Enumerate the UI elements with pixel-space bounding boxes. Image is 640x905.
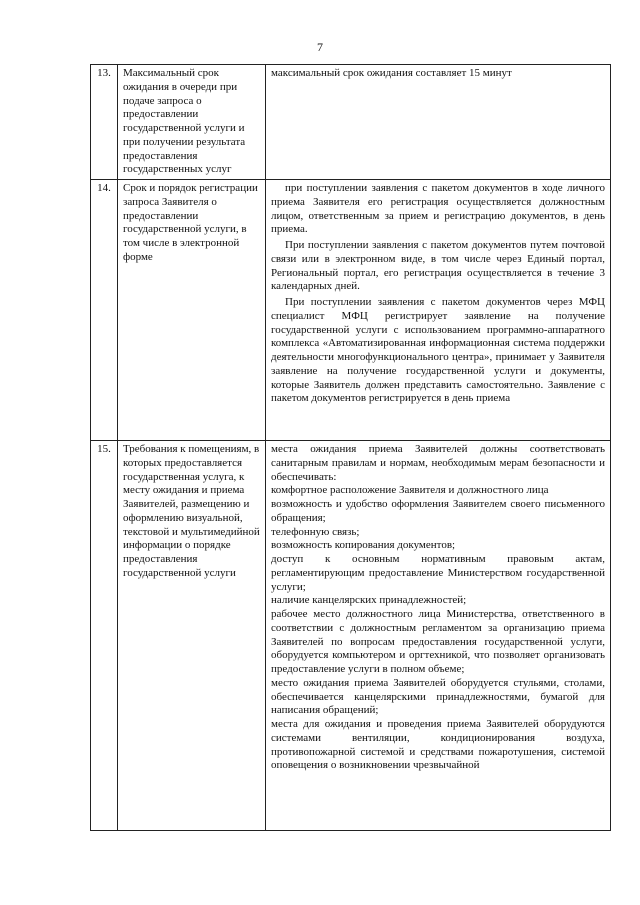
table-row	[91, 441, 611, 831]
regulation-table	[90, 64, 611, 831]
row-content	[266, 65, 611, 180]
content-paragraph: места для ожидания и проведения приема Заявителей оборудуются системами вентиляции, кондиционирования воздуха, противопожарной системой и средствами пожаротушения, системой оповещения о возникновении чрезвычайной	[271, 718, 605, 772]
page-number: 7	[317, 40, 323, 54]
row-content	[266, 180, 611, 441]
row-title: Максимальный срок ожидания в очереди при подаче запроса о предоставлении государственной услуги и при получении результата предоставления государственных услуг	[118, 65, 266, 180]
content-paragraph: наличие канцелярских принадлежностей;	[271, 594, 467, 607]
content-paragraph: место ожидания приема Заявителей оборудуется стульями, столами, обеспечивается канцелярскими принадлежностями, бумагой для написания обращений;	[271, 676, 605, 717]
content-paragraph: доступ к основным нормативным правовым актам, регламентирующим предоставление Министерством государственной услуги;	[271, 553, 605, 593]
row-title: Срок и порядок регистрации запроса Заявителя о предоставлении государственной услуги, в том числе в электронной форме	[118, 180, 266, 441]
row-title: Требования к помещениям, в которых предоставляется государственная услуга, к месту ожидания и приема Заявителей, размещению и оформлению визуальной, текстовой и мультимедийной информации о порядке предоставления государственной услуги	[118, 441, 266, 831]
row-content	[266, 441, 611, 831]
content-paragraph: рабочее место должностного лица Министерства, ответственного в соответствии с должностным регламентом за организацию приема Заявителей по вопросам предоставления государственной услуги, оборудуется компьютером и оргтехникой, что позволяет организовать предоставление услуги в полном объеме;	[271, 608, 605, 675]
table-row	[91, 180, 611, 441]
row-number: 14.	[91, 180, 118, 441]
content-paragraph: При поступлении заявления с пакетом документов через МФЦ специалист МФЦ регистрирует заявление на получение государственной услуги с использованием программно-аппаратного комплекса «Автоматизированная информационная система поддержки деятельности многофункционального центра», принимает у Заявителя заявление на получение государственной услуги и документы, которые Заявитель должен представить самостоятельно. Заявление с пакетом документов регистрируется в день приема	[271, 296, 605, 405]
content-paragraph: максимальный срок ожидания составляет 15 минут	[271, 67, 512, 79]
content-paragraph: возможность копирования документов;	[271, 539, 456, 552]
content-paragraph: места ожидания приема Заявителей должны соответствовать санитарным правилам и нормам, необходимым мерам безопасности и обеспечивать:	[271, 443, 605, 483]
content-paragraph: телефонную связь;	[271, 525, 360, 538]
row-number: 13.	[91, 65, 118, 180]
content-paragraph: при поступлении заявления с пакетом документов в ходе личного приема Заявителя его регистрация осуществляется должностным лицом, ответственным за прием и регистрацию документов, в день приема.	[271, 182, 605, 236]
row-number: 15.	[91, 441, 118, 831]
content-paragraph: возможность и удобство оформления Заявителем своего письменного обращения;	[271, 498, 605, 524]
content-paragraph: При поступлении заявления с пакетом документов путем почтовой связи или в электронном виде, в том числе через Единый портал, Региональный портал, его регистрация осуществляется в течение 3 календарных дней.	[271, 239, 605, 293]
table-row	[91, 65, 611, 180]
content-paragraph: комфортное расположение Заявителя и должностного лица	[271, 484, 549, 497]
